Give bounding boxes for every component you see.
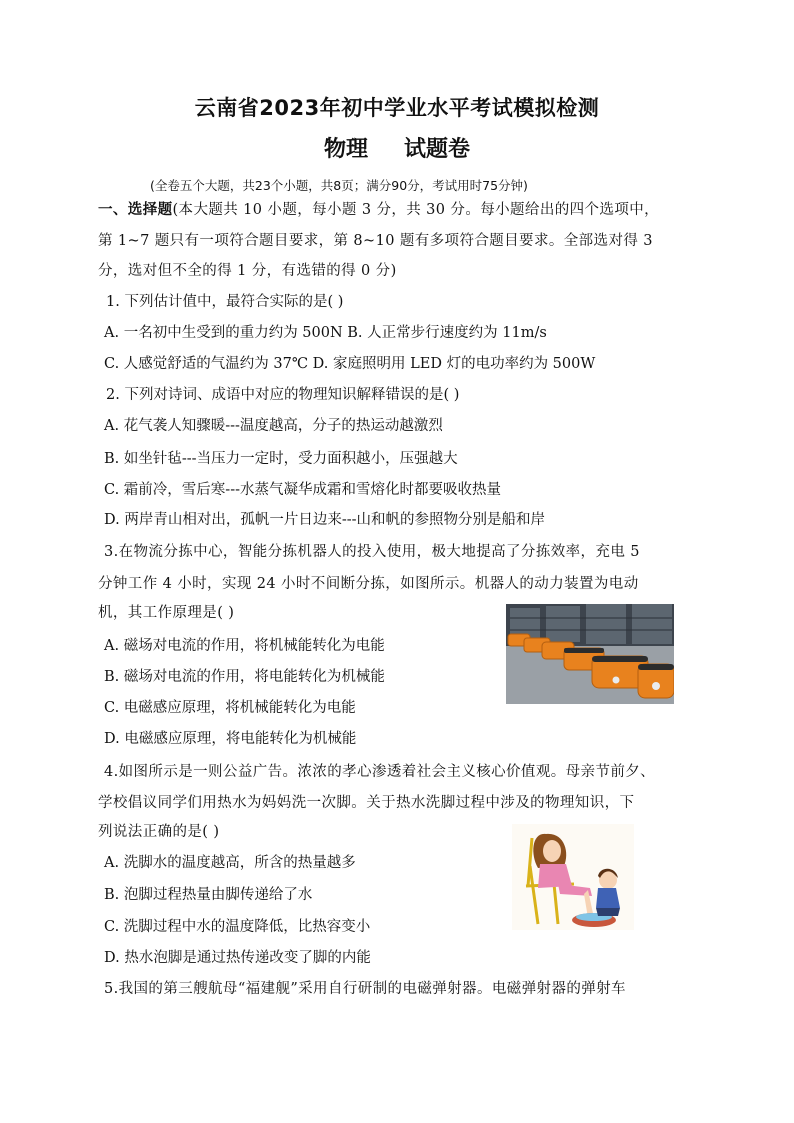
q4-stem-line3: 列说法正确的是( ) [98, 824, 220, 840]
q3-stem-line1: 3.在物流分拣中心，智能分拣机器人的投入使用，极大地提高了分拣效率，充电 5 [104, 544, 640, 560]
q4-option-a: A. 洗脚水的温度越高，所含的热量越多 [104, 855, 356, 871]
section1-heading: 一、选择题 [98, 201, 173, 218]
q2-option-b: B. 如坐针毡---当压力一定时，受力面积越小，压强越大 [104, 451, 458, 467]
q3-option-c: C. 电磁感应原理，将机械能转化为电能 [104, 700, 356, 716]
exam-subtitle [0, 132, 794, 163]
foot-washing-cartoon [512, 824, 634, 930]
subject-label: 物理 [323, 137, 368, 162]
exam-title: 云南省2023年初中学业水平考试模拟检测 [194, 96, 600, 120]
section1-intro-line3: 分，选对但不全的得 1 分，有选错的得 0 分) [98, 263, 397, 279]
q1-options-cd: C. 人感觉舒适的气温约为 37℃ D. 家庭照明用 LED 灯的电功率约为 500W [104, 356, 596, 372]
section1-intro-line2: 第 1~7 题只有一项符合题目要求，第 8~10 题有多项符合题目要求。全部选对得 3 [98, 233, 653, 249]
q2-option-d: D. 两岸青山相对出，孤帆一片日边来---山和帆的参照物分别是船和岸 [104, 512, 546, 528]
q3-stem-line2: 分钟工作 4 小时，实现 24 小时不间断分拣，如图所示。机器人的动力装置为电动 [98, 576, 639, 592]
q1-stem: 1. 下列估计值中，最符合实际的是( ) [106, 294, 344, 310]
q4-option-b: B. 泡脚过程热量由脚传递给了水 [104, 887, 313, 903]
q3-option-b: B. 磁场对电流的作用，将电能转化为机械能 [104, 669, 385, 685]
q1-options-ab: A. 一名初中生受到的重力约为 500N B. 人正常步行速度约为 11m/s [104, 325, 547, 341]
q3-option-a: A. 磁场对电流的作用，将机械能转化为电能 [104, 638, 385, 654]
q3-stem-line3: 机，其工作原理是( ) [98, 605, 235, 621]
q2-stem: 2. 下列对诗词、成语中对应的物理知识解释错误的是( ) [106, 387, 460, 403]
q4-stem-line1: 4.如图所示是一则公益广告。浓浓的孝心渗透着社会主义核心价值观。母亲节前夕、 [104, 764, 656, 780]
section1-intro-line1: 一、选择题(本大题共 10 小题，每小题 3 分，共 30 分。每小题给出的四个选项中， [98, 201, 660, 218]
paper-label: 试题卷 [404, 137, 471, 162]
q2-option-a: A. 花气袭人知骤暖---温度越高，分子的热运动越激烈 [104, 418, 443, 434]
q4-stem-line2: 学校倡议同学们用热水为妈妈洗一次脚。关于热水洗脚过程中涉及的物理知识，下 [98, 795, 635, 811]
sorting-robots-image [506, 604, 674, 704]
q5-stem-line1: 5.我国的第三艘航母“福建舰”采用自行研制的电磁弹射器。电磁弹射器的弹射车 [104, 981, 626, 997]
q4-option-c: C. 洗脚过程中水的温度降低，比热容变小 [104, 919, 371, 935]
q3-option-d: D. 电磁感应原理，将电能转化为机械能 [104, 731, 357, 747]
q4-option-d: D. 热水泡脚是通过热传递改变了脚的内能 [104, 950, 371, 966]
exam-note: (全卷五个大题，共23个小题，共8页；满分90分，考试用时75分钟) [150, 178, 528, 193]
q2-option-c: C. 霜前冷，雪后寒---水蒸气凝华成霜和雪熔化时都要吸收热量 [104, 482, 501, 498]
